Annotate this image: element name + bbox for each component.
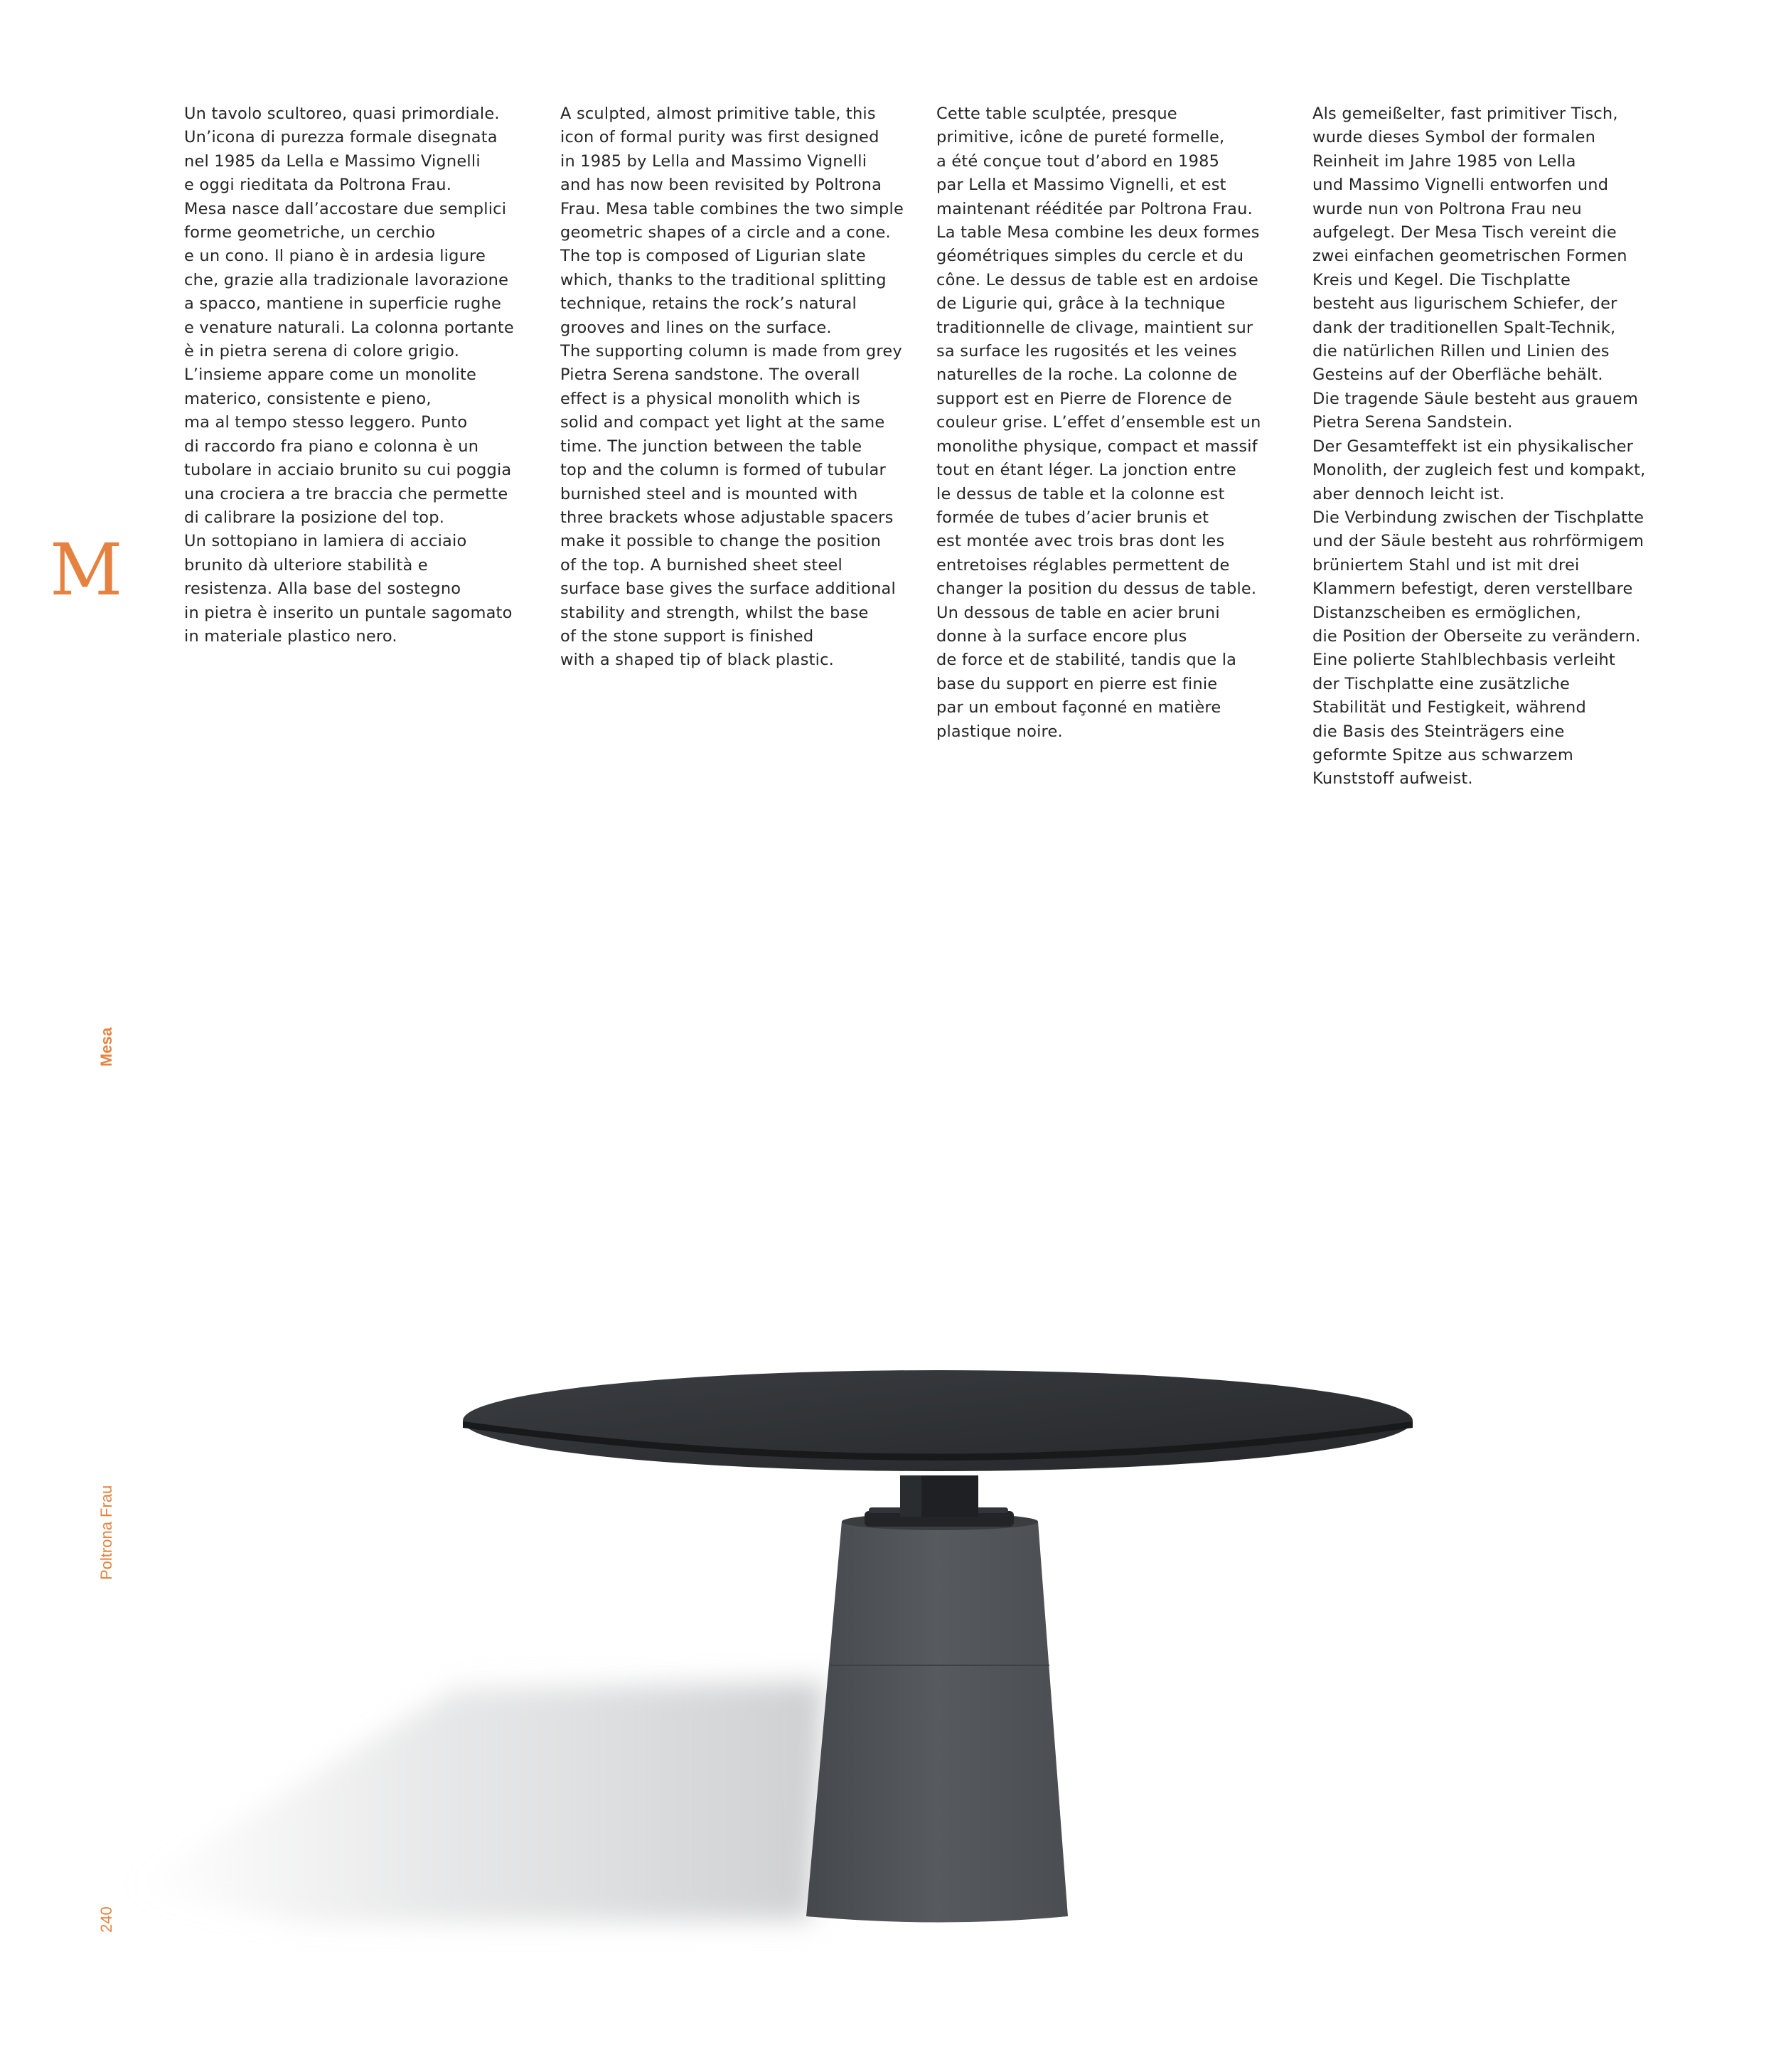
german-description: Als gemeißelter, fast primitiver Tisch, wurde dieses Symbol der formalen Reinheit im Jahre 1985 von Lella und Massimo Vignelli entworfen und wurde nun von Poltrona Frau neu aufgelegt. Der Mesa Tisch vereint die zwei einfachen geometrischen Formen Kreis und Kegel. Die Tischplatte besteht aus ligurischem Schiefer, der dank der traditionellen Spalt-Technik, die natürlichen Rillen und Linien des Gesteins auf der Oberfläche behält. Die tragende Säule besteht aus grauem Pietra Serena Sandstein. Der Gesamteffekt ist ein physikalischer Monolith, der zugleich fest und kompakt, aber dennoch leicht ist. Die Verbindung zwischen der Tischplatte und der Säule besteht aus rohrförmigem brüniertem Stahl und ist mit drei Klammern befestigt, deren verstellbare Distanzscheiben es ermöglichen, die Position der Oberseite zu verändern. Eine polierte Stahlblechbasis verleiht der Tischplatte eine zusätzliche Stabilität und Festigkeit, während die Basis des Steinträgers eine geformte Spitze aus schwarzem Kunststoff aufweist. [1312, 105, 1646, 789]
product-name: Mesa [97, 1027, 115, 1067]
page-number: 240 [97, 1906, 115, 1933]
italian-description: Un tavolo scultoreo, quasi primordiale. Un’icona di purezza formale disegnata nel 1985 da Lella e Massimo Vignelli e oggi rieditata da Poltrona Frau. Mesa nasce dall’accostare due semplici forme geometriche, un cerchio e un cono. Il piano è in ardesia ligure che, grazie alla tradizionale lavorazione a spacco, mantiene in superficie rughe e venature naturali. La colonna portante è in pietra serena di colore grigio. L’insieme appare come un monolite materico, consistente e pieno, ma al tempo stesso leggero. Punto di raccordo fra piano e colonna è un tubolare in acciaio brunito su cui poggia una crociera a tre braccia che permette di calibrare la posizione del top. Un sottopiano in lamiera di acciaio brunito dà ulteriore stabilità e resistenza. Alla base del sostegno in pietra è inserito un puntale sagomato in materiale plastico nero. [184, 105, 514, 646]
slate-top [463, 1370, 1413, 1471]
section-initial: M [50, 528, 123, 612]
steel-column [900, 1475, 978, 1517]
english-description: A sculpted, almost primitive table, this icon of formal purity was first designed in 1985 by Lella and Massimo Vignelli and has now been revisited by Poltrona Frau. Mesa table combines the two simple geometric shapes of a circle and a cone. The top is composed of Ligurian slate which, thanks to the traditional splitting technique, retains the rock’s natural grooves and lines on the surface. The supporting column is made from grey Pietra Serena sandstone. The overall effect is a physical monolith which is solid and compact yet light at the same time. The junction between the table top and the column is formed of tubular burnished steel and is mounted with three brackets whose adjustable spacers make it possible to change the position of the top. A burnished sheet steel surface base gives the surface additional stability and strength, whilst the base of the stone support is finished with a shaped tip of black plastic. [560, 105, 904, 670]
cone-base [806, 1513, 1068, 1923]
french-description: Cette table sculptée, presque primitive, icône de pureté formelle, a été conçue tout d’abord en 1985 par Lella et Massimo Vignelli, et est maintenant rééditée par Poltrona Frau. La table Mesa combine les deux formes géométriques simples du cercle et du cône. Le dessus de table est en ardoise de Ligurie qui, grâce à la technique traditionnelle de clivage, maintient sur sa surface les rugosités et les veines naturelles de la roche. La colonne de support est en Pierre de Florence de couleur grise. L’effet d’ensemble est un monolithe physique, compact et massif tout en étant léger. La jonction entre le dessus de table et la colonne est formée de tubes d’acier brunis et est montée avec trois bras dont les entretoises réglables permettent de changer la position du dessus de table. Un dessous de table en acier bruni donne à la surface encore plus de force et de stabilité, tandis que la base du support en pierre est finie par un embout façonné en matière plastique noire. [936, 105, 1261, 741]
floor-shadow [128, 1682, 825, 1923]
brand-name: Poltrona Frau [97, 1485, 115, 1580]
